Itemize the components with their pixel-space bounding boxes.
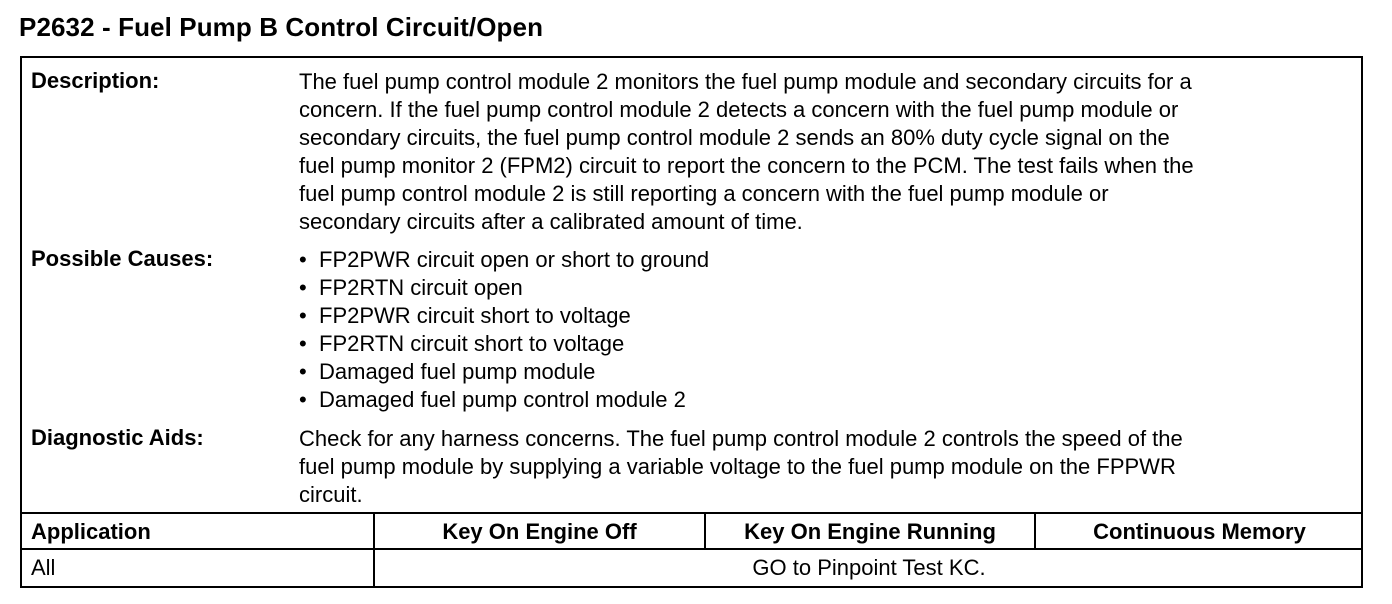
possible-causes-list: [299, 246, 709, 414]
possible-causes-label: Possible Causes:: [31, 246, 214, 271]
description-line: fuel pump monitor 2 (FPM2) circuit to report the concern to the PCM. The test fails when the: [299, 153, 1194, 178]
page-title: P2632 - Fuel Pump B Control Circuit/Open: [19, 12, 544, 42]
list-item: • FP2PWR circuit open or short to ground: [299, 246, 709, 274]
description-label: Description:: [31, 68, 160, 93]
diagnostic-aids-line: Check for any harness concerns. The fuel pump control module 2 controls the speed of the: [299, 426, 1183, 451]
table-header-koer: Key On Engine Running: [744, 519, 996, 544]
description-text: [299, 68, 1359, 236]
list-item: • FP2PWR circuit short to voltage: [299, 302, 709, 330]
list-item: • Damaged fuel pump control module 2: [299, 386, 709, 414]
description-line: secondary circuits, the fuel pump control module 2 sends an 80% duty cycle signal on the: [299, 125, 1170, 150]
table-cell-application: All: [31, 555, 56, 580]
diagnostic-aids-line: circuit.: [299, 482, 363, 507]
description-line: secondary circuits after a calibrated amount of time.: [299, 209, 803, 234]
list-item: • FP2RTN circuit short to voltage: [299, 330, 709, 358]
table-header-koeo: Key On Engine Off: [442, 519, 637, 544]
diagnostic-aids-label: Diagnostic Aids:: [31, 425, 204, 450]
table-header-continuous-memory: Continuous Memory: [1093, 519, 1306, 544]
diagnostic-aids-line: fuel pump module by supplying a variable voltage to the fuel pump module on the FPPWR: [299, 454, 1176, 479]
dtc-info-box: [20, 56, 1363, 588]
table-header-application: Application: [31, 519, 151, 544]
table-cell-action: GO to Pinpoint Test KC.: [752, 555, 986, 580]
description-line: fuel pump control module 2 is still reporting a concern with the fuel pump module or: [299, 181, 1109, 206]
list-item: • Damaged fuel pump module: [299, 358, 709, 386]
diagnostic-aids-text: [299, 425, 1359, 509]
description-line: The fuel pump control module 2 monitors the fuel pump module and secondary circuits for a: [299, 69, 1192, 94]
description-line: concern. If the fuel pump control module 2 detects a concern with the fuel pump module or: [299, 97, 1179, 122]
list-item: • FP2RTN circuit open: [299, 274, 709, 302]
